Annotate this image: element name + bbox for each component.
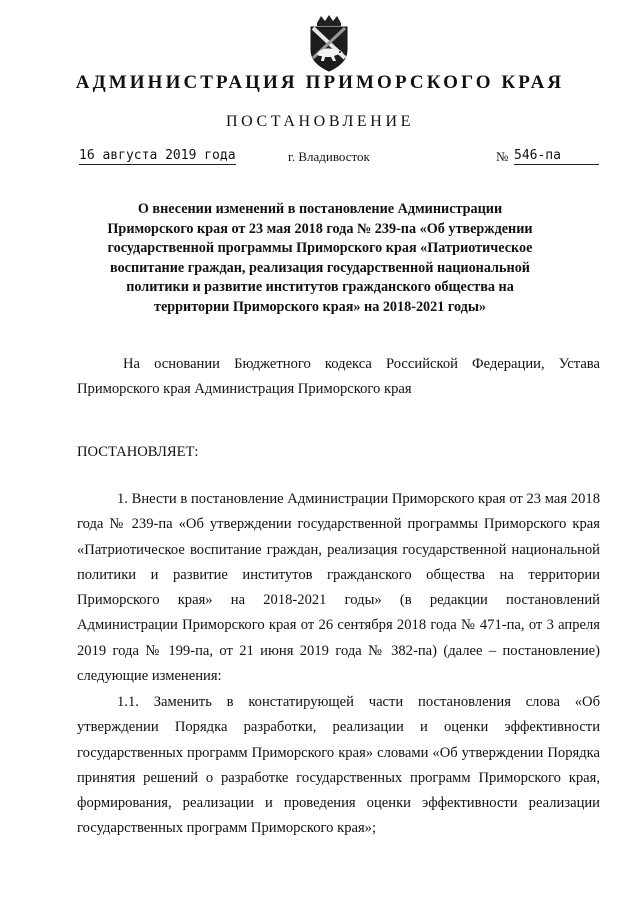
- item-1-paragraph: 1. Внести в постановление Администрации Приморского края от 23 мая 2018 года № 239-па «Об утверждении государственной программы Приморского края «Патриотическое воспитание граждан, реализация государственной национальной политики и развитие институтов гражданского общества на территории Приморского края» на 2018-2021 годы» (в редакции постановлений Администрации Приморского края от 26 сентября 2018 года № 471-па, от 3 апреля 2019 года № 199-па, от 21 июня 2019 года № 382-па) (далее – постановление) следующие изменения:: [77, 491, 600, 685]
- coat-of-arms-icon: [303, 14, 355, 72]
- item-1-1-paragraph: 1.1. Заменить в констатирующей части постановления слова «Об утверждении Порядка разработки, реализации и оценки эффективности государственных программ Приморского края» словами «Об утверждении Порядка принятия решений о разработке государственных программ Приморского края, формирования, реализации и проведения оценки эффективности реализации государственных программ Приморского края»;: [77, 694, 600, 837]
- resolves-heading: ПОСТАНОВЛЯЕТ:: [77, 444, 199, 460]
- document-subject: О внесении изменений в постановление Администрации Приморского края от 23 мая 2018 года № 239-па «Об утверждении государственной программы Приморского края «Патриотическое воспитание граждан, реализация государственной национальной политики и развитие институтов гражданского общества на территории Приморского края» на 2018-2021 годы»: [107, 201, 533, 315]
- document-number: 546-па: [514, 148, 599, 165]
- organization-title: АДМИНИСТРАЦИЯ ПРИМОРСКОГО КРАЯ: [75, 72, 565, 93]
- document-date: 16 августа 2019 года: [79, 148, 236, 163]
- document-city: г. Владивосток: [288, 149, 370, 164]
- basis-paragraph: На основании Бюджетного кодекса Российской Федерации, Устава Приморского края Администрация Приморского края: [77, 356, 600, 398]
- number-sign: №: [496, 149, 509, 164]
- document-number-field: [496, 148, 599, 166]
- document-type: ПОСТАНОВЛЕНИЕ: [226, 113, 414, 130]
